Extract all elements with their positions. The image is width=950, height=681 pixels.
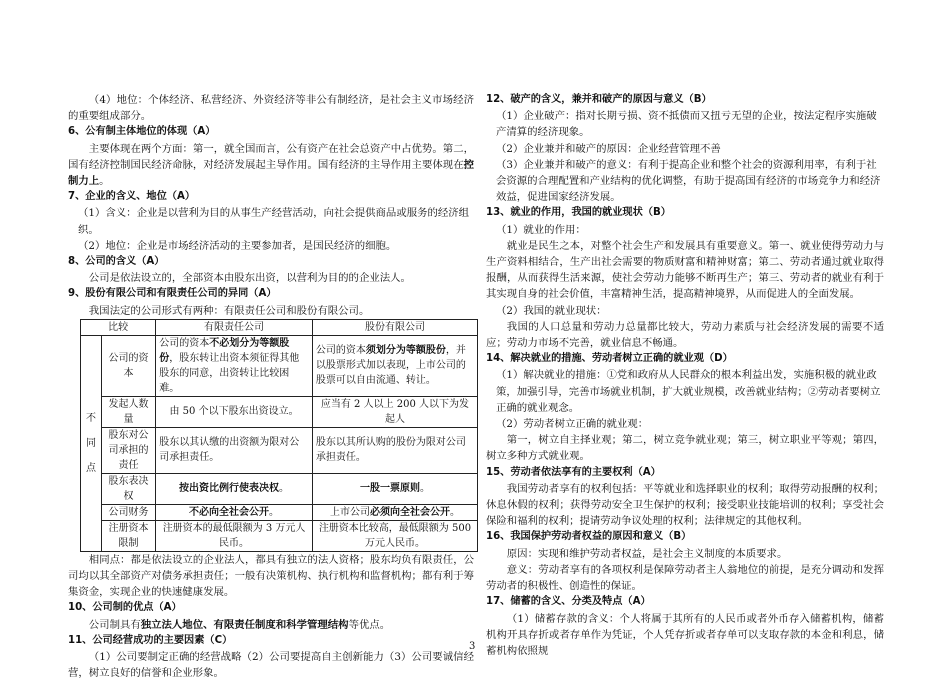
text: 11、公司经营成功的主要因素（C） (68, 634, 233, 646)
limited-liability-cell (156, 396, 313, 427)
section-heading (486, 465, 884, 481)
cell-emphasis: 须划分为等额股份 (365, 345, 446, 357)
row-label-text: 公司的资本 (108, 352, 149, 379)
paragraph (486, 481, 884, 530)
row-label (101, 520, 155, 551)
side-char: 不 (85, 412, 96, 424)
table-row (81, 520, 478, 551)
text: 公司是依法设立的，全部资本由股东出资，以营利为目的的企业法人。 (88, 272, 411, 285)
section-heading (486, 529, 884, 545)
cell-emphasis: 不必划分为等额股份 (159, 337, 290, 364)
paragraph (68, 92, 474, 124)
side-char: 点 (85, 462, 96, 474)
row-label (101, 504, 155, 520)
cell-text: 由 50 个以下股东出资设立。 (169, 406, 299, 418)
paragraph (68, 141, 474, 190)
paragraph (68, 205, 474, 237)
cell-text: 注册资本的最低限额为 3 万元人民币。 (162, 522, 306, 549)
cell-text: 股东以其认缴的出资额为限对公司承担责任。 (159, 437, 300, 464)
row-label-text: 股东对公司承担的责任 (108, 429, 149, 471)
text: 9、股份有限公司和有限责任公司的异同（A） (68, 288, 277, 300)
section-heading (486, 594, 884, 610)
text: 16、我国保护劳动者权益的原因和意义（B） (486, 531, 692, 543)
text: （2）地位：企业是市场经济活动的主要参加者，是国民经济的细胞。 (78, 239, 397, 252)
section-heading (68, 600, 474, 616)
text: 10、公司制的优点（A） (68, 602, 182, 614)
section-heading (68, 286, 474, 302)
paragraph (486, 562, 884, 594)
table-row (81, 473, 478, 504)
row-label-text: 公司财务 (108, 506, 149, 518)
cell-emphasis: 必须向全社会公开 (369, 506, 450, 518)
paragraph (68, 649, 474, 681)
table-row (81, 396, 478, 427)
paragraph (486, 367, 884, 416)
cell-text: 上市公司 (329, 506, 370, 518)
section-heading (68, 254, 474, 270)
row-label-text: 发起人数量 (108, 398, 149, 425)
cell-text: ，股东转让出资本须征得其他股东的同意，出资转让比较困难。 (159, 352, 300, 394)
joint-stock-cell (312, 473, 477, 504)
paragraph (486, 108, 884, 140)
header-text: 股份有限公司 (364, 321, 425, 333)
cell-text: 。 (279, 483, 290, 495)
text: 12、破产的含义，兼并和破产的原因与意义（B） (486, 94, 712, 105)
section-heading (486, 351, 884, 367)
text: 就业是民生之本，对整个社会生产和发展具有重要意义。第一、就业使得劳动力与生产资料相结合，生产出社会需要的物质财富和精神财富；第二、劳动者通过就业取得报酬，从而获得生活来源，使社会劳动力能够不断再生产；第三、劳动者的就业有利于其实现自身的社会价值，丰富精神生活，提高精神境界，从而促进人的全面发展。 (486, 239, 884, 301)
section-heading (68, 633, 474, 649)
text: （1）公司要制定正确的经营战略（2）公司要提高自主创新能力（3）公司要诚信经营，树立良好的信誉和企业形象。 (68, 651, 474, 680)
text: 13、就业的作用，我国的就业现状（B） (486, 207, 671, 219)
limited-liability-cell (156, 473, 313, 504)
table-row (81, 427, 478, 473)
comparison-table (80, 319, 478, 552)
paragraph (486, 611, 884, 660)
limited-liability-cell (156, 520, 313, 551)
section-heading (68, 189, 474, 205)
limited-liability-cell (156, 427, 313, 473)
cell-emphasis: 一股一票原则 (359, 483, 420, 495)
side-char: 同 (85, 437, 96, 449)
cell-text: 股东以其所认购的股份为限对公司承担责任。 (315, 437, 466, 464)
limited-liability-cell (156, 335, 313, 396)
section-heading (486, 92, 884, 108)
table-row (81, 335, 478, 396)
paragraph (486, 222, 884, 238)
section-heading (486, 205, 884, 221)
page-number: 3 (469, 641, 476, 652)
text: 我国劳动者享有的权利包括：平等就业和选择职业的权利；取得劳动报酬的权利；休息休假的权利；获得劳动安全卫生保护的权利；接受职业技能培训的权利；享受社会保险和福利的权利；提请劳动争议处理的权利；法律规定的其他权利。 (486, 482, 884, 528)
emphasis: 独立法人地位、有限责任制度和科学管理结构 (140, 618, 349, 631)
text: 14、解决就业的措施、劳动者树立正确的就业观（D） (486, 353, 733, 365)
cell-text: 公司的资本 (315, 345, 366, 357)
paragraph (68, 270, 474, 286)
text: 我国法定的公司形式有两种：有限责任公司和股份有限公司。 (88, 304, 370, 317)
text: （1）就业的作用： (496, 223, 586, 236)
text: 等优点。 (348, 618, 391, 631)
header-text: 有限责任公司 (204, 321, 265, 333)
paragraph (486, 157, 884, 206)
joint-stock-cell (312, 335, 477, 396)
difference-side-label (81, 335, 102, 551)
text: （2）我国的就业现状： (496, 304, 607, 317)
header-cell (81, 319, 156, 335)
joint-stock-cell (312, 427, 477, 473)
text: 15、劳动者依法享有的主要权利（A） (486, 466, 661, 478)
text: 公司制具有 (88, 618, 141, 631)
cell-emphasis: 不必向全社会公开 (189, 506, 270, 518)
joint-stock-cell (312, 396, 477, 427)
table-row (81, 504, 478, 520)
text: 相同点：都是依法设立的企业法人，都具有独立的法人资格；股东均负有限责任，公司均以其全部资产对债务承担责任；一般有决策机构、执行机构和监督机构；都有利于筹集资金，实现企业的快速健康发展。 (68, 553, 474, 599)
paragraph (486, 238, 884, 303)
paragraph (68, 617, 474, 633)
text: （1）储蓄存款的含义：个人将属于其所有的人民币或者外币存入储蓄机构，储蓄机构开具存折或者存单作为凭证，个人凭存折或者存单可以支取存款的本金和利息，储蓄机构依照规 (486, 612, 884, 657)
table-header-row (81, 319, 478, 335)
text: 8、公司的含义（A） (68, 256, 165, 268)
joint-stock-cell (312, 504, 477, 520)
row-label (101, 427, 155, 473)
cell-text: 注册资本比较高，最低限额为 500 万元人民币。 (318, 522, 472, 549)
paragraph (486, 432, 884, 464)
row-label (101, 396, 155, 427)
text: （1）企业破产：指对长期亏损、资不抵债而又扭亏无望的企业，按法定程序实施破产清算的经济现象。 (496, 110, 877, 139)
row-label (101, 335, 155, 396)
cell-text: ，并以股票形式加以表现，上市公司的股票可以自由流通、转让。 (315, 345, 466, 387)
text: （4）地位：个体经济、私营经济、外资经济等非公有制经济，是社会主义市场经济的重要组成部分。 (68, 94, 474, 123)
paragraph (68, 552, 474, 601)
paragraph (486, 546, 884, 562)
paragraph (486, 141, 884, 157)
text: 第一，树立自主择业观；第二，树立竞争就业观；第三，树立职业平等观；第四，树立多种方式就业观。 (486, 434, 884, 463)
paragraph (68, 238, 474, 254)
header-cell (312, 319, 477, 335)
cell-emphasis: 按出资比例行使表决权 (179, 483, 280, 495)
cell-text: 。 (269, 506, 280, 518)
paragraph (486, 303, 884, 319)
paragraph (68, 303, 474, 319)
row-label-text: 股东表决权 (108, 475, 149, 502)
text: （1）含义：企业是以营利为目的从事生产经营活动，向社会提供商品或服务的经济组织。 (78, 207, 470, 236)
text: （1）解决就业的措施：①党和政府从人民群众的根本利益出发，实施积极的就业政策，加强引导，完善市场就业机制，扩大就业规模，改善就业结构；②劳动者要树立正确的就业观念。 (496, 369, 881, 414)
cell-text: 。 (449, 506, 460, 518)
row-label (101, 473, 155, 504)
paragraph (486, 416, 884, 432)
cell-text: 应当有 2 人以上 200 人以下为发起人 (320, 398, 470, 425)
cell-text: 公司的资本 (159, 337, 210, 349)
text: 。 (99, 175, 110, 188)
right-column (486, 92, 884, 659)
text: 原因：实现和维护劳动者权益，是社会主义制度的本质要求。 (506, 547, 788, 560)
text: （2）劳动者树立正确的就业观： (496, 418, 649, 431)
section-heading (68, 124, 474, 140)
limited-liability-cell (156, 504, 313, 520)
emphasis: 控制力上 (68, 158, 474, 188)
text: （3）企业兼并和破产的意义：有利于提高企业和整个社会的资源利用率，有利于社会资源的合理配置和产业结构的优化调整，有助于提高国有经济的市场竞争力和经济效益，促进国家经济发展。 (496, 158, 881, 204)
text: 主要体现在两个方面：第一，就全国而言，公有资产在社会总资产中占优势。第二，国有经济控制国民经济命脉，对经济发展起主导作用。国有经济的主导作用主要体现在 (68, 142, 474, 171)
paragraph (486, 319, 884, 351)
row-label-text: 注册资本限制 (108, 522, 149, 549)
joint-stock-cell (312, 520, 477, 551)
text: 6、公有制主体地位的体现（A） (68, 126, 216, 138)
left-column (68, 92, 474, 681)
header-text: 比较 (108, 321, 129, 333)
text: （2）企业兼并和破产的原因：企业经营管理不善 (496, 142, 721, 155)
text: 7、企业的含义、地位（A） (68, 191, 196, 203)
header-cell (156, 319, 313, 335)
text: 我国的人口总量和劳动力总量都比较大，劳动力素质与社会经济发展的需要不适应；劳动力市场不完善，就业信息不畅通。 (486, 320, 884, 350)
text: 17、储蓄的含义、分类及特点（A） (486, 596, 651, 608)
text: 意义：劳动者享有的各项权利是保障劳动者主人翁地位的前提，是充分调动和发挥劳动者的积极性、创造性的保证。 (486, 563, 884, 593)
cell-text: 。 (419, 483, 430, 495)
